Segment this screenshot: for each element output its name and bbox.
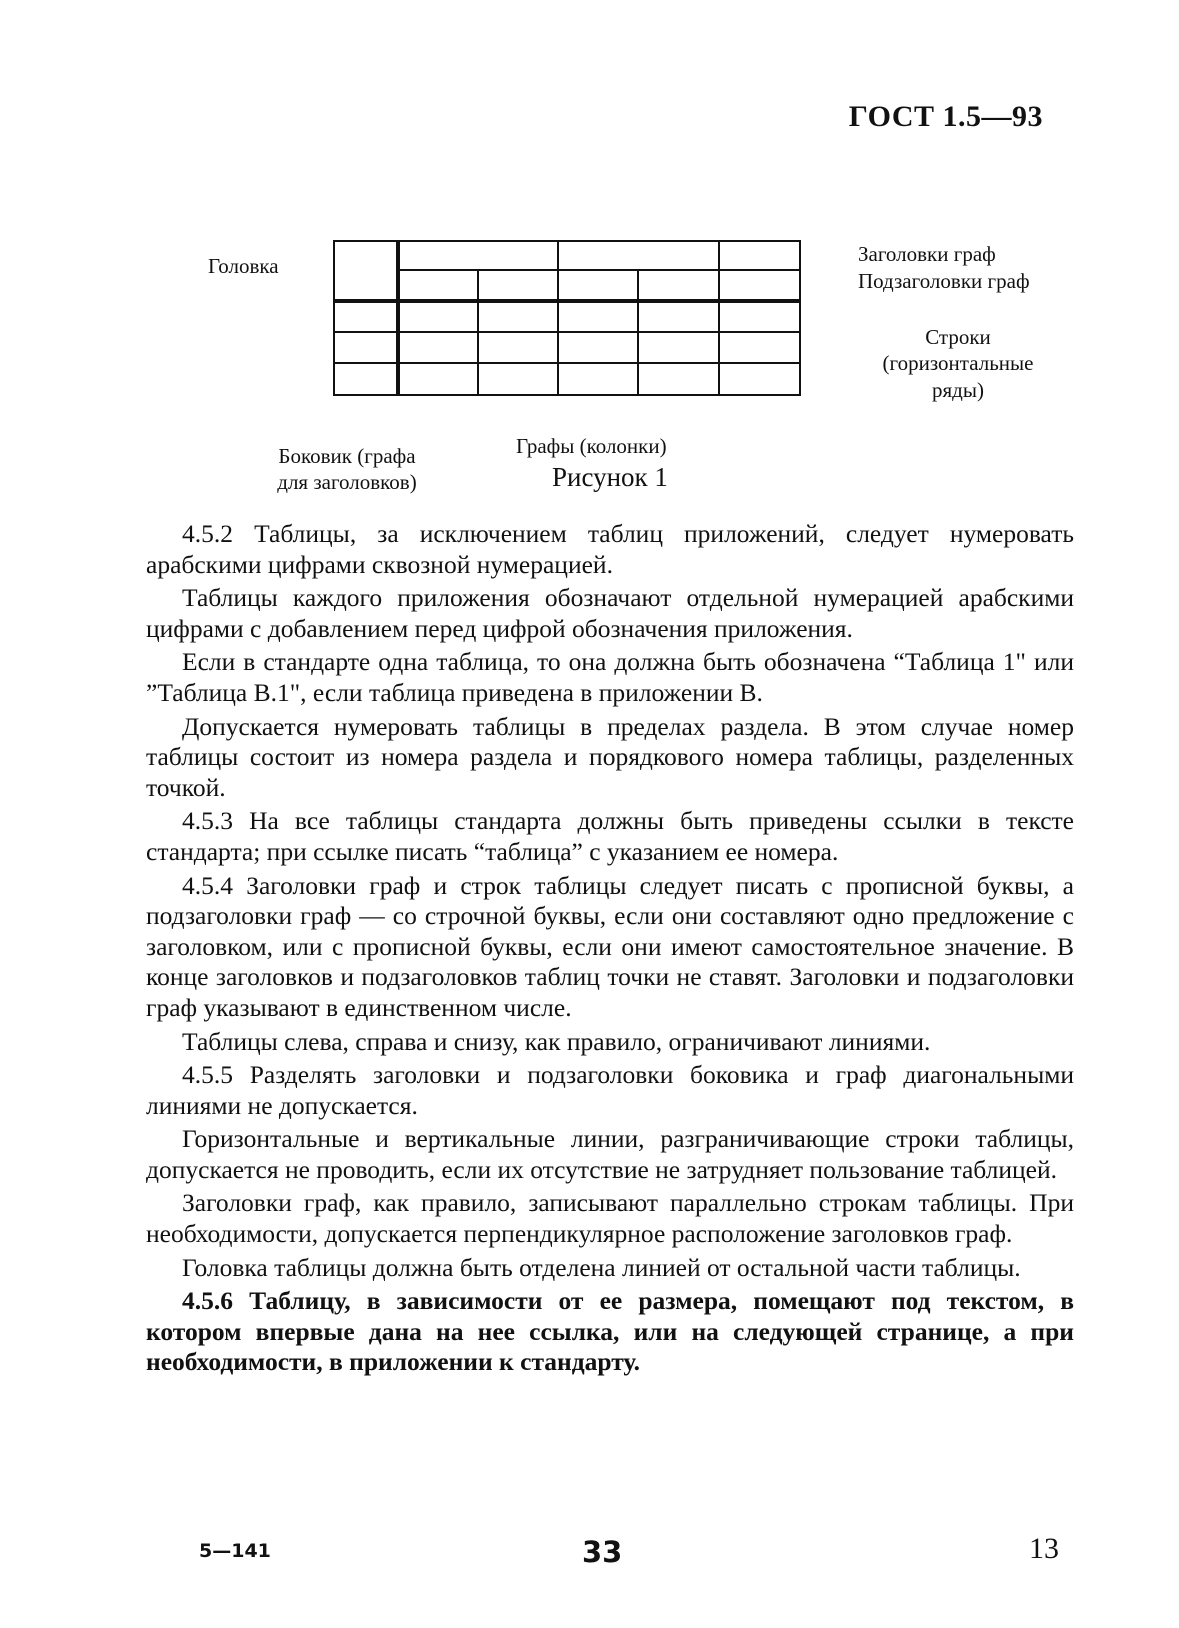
figure-label-column-headers: Заголовки граф [858, 242, 996, 266]
paragraph: 4.5.6 Таблицу, в зависимости от ее размера, помещают под текстом, в котором впервые дана на нее ссылка, или на следующей странице, а при необходимости, в приложении к стандарту. [146, 1286, 1074, 1377]
paragraph: Головка таблицы должна быть отделена линией от остальной части таблицы. [182, 1252, 1021, 1282]
figure-label-stub [257, 443, 437, 496]
paragraph: Таблицы слева, справа и снизу, как правило, ограничивают линиями. [182, 1026, 931, 1056]
paragraph: Допускается нумеровать таблицы в пределах раздела. В этом случае номер таблицы состоит из номера раздела и порядкового номера таблицы, разделенных точкой. [146, 711, 1074, 802]
paragraph: Горизонтальные и вертикальные линии, разграничивающие строки таблицы, допускается не проводить, если их отсутствие не затрудняет пользование таблицей. [146, 1124, 1074, 1184]
paragraph: Таблицы каждого приложения обозначают отдельной нумерацией арабскими цифрами с добавлением перед цифрой обозначения приложения. [146, 583, 1074, 643]
figure-label-rows-line: Строки [925, 325, 991, 349]
figure-label-rows-line: (горизонтальные [882, 351, 1034, 376]
document-code: ГОСТ 1.5—93 [848, 100, 1043, 133]
footer-page-number: 33 [582, 1535, 623, 1569]
footer-sheet-number: 13 [1029, 1532, 1059, 1565]
figure-label-rows [858, 324, 1058, 403]
footer-print-code: 5—141 [199, 1540, 271, 1562]
figure-label-column-subheaders: Подзаголовки граф [858, 269, 1030, 293]
body-text [146, 519, 1074, 1381]
figure-label-stub-line: Боковик (графа [278, 444, 416, 468]
figure-caption: Рисунок 1 [552, 462, 668, 492]
paragraph: 4.5.2 Таблицы, за исключением таблиц приложений, следует нумеровать арабскими цифрами сквозной нумерацией. [146, 519, 1074, 579]
paragraph: Если в стандарте одна таблица, то она должна быть обозначена “Таблица 1" или ”Таблица В.1", если таблица приведена в приложении В. [146, 647, 1074, 707]
paragraph: 4.5.3 На все таблицы стандарта должны быть приведены ссылки в тексте стандарта; при ссылке писать “таблица” с указанием ее номера. [146, 806, 1074, 866]
figure-label-golovka: Головка [208, 254, 279, 278]
paragraph: 4.5.5 Разделять заголовки и подзаголовки боковика и граф диагональными линиями не допускается. [146, 1060, 1074, 1120]
paragraph: Заголовки граф, как правило, записывают параллельно строкам таблицы. При необходимости, допускается перпендикулярное расположение заголовков граф. [146, 1188, 1074, 1249]
paragraph: 4.5.4 Заголовки граф и строк таблицы следует писать с прописной буквы, а подзаголовки граф — со строчной буквы, если они составляют одно предложение с заголовком, или с прописной буквы, если они имеют самостоятельное значение. В конце заголовков и подзаголовков таблиц точки не ставят. Заголовки и подзаголовки граф указывают в единственном числе. [146, 870, 1074, 1022]
figure-label-stub-line: для заголовков) [277, 470, 417, 495]
figure-label-rows-line: ряды) [932, 377, 984, 402]
figure-label-columns: Графы (колонки) [516, 434, 667, 458]
table-structure-diagram [333, 240, 801, 396]
